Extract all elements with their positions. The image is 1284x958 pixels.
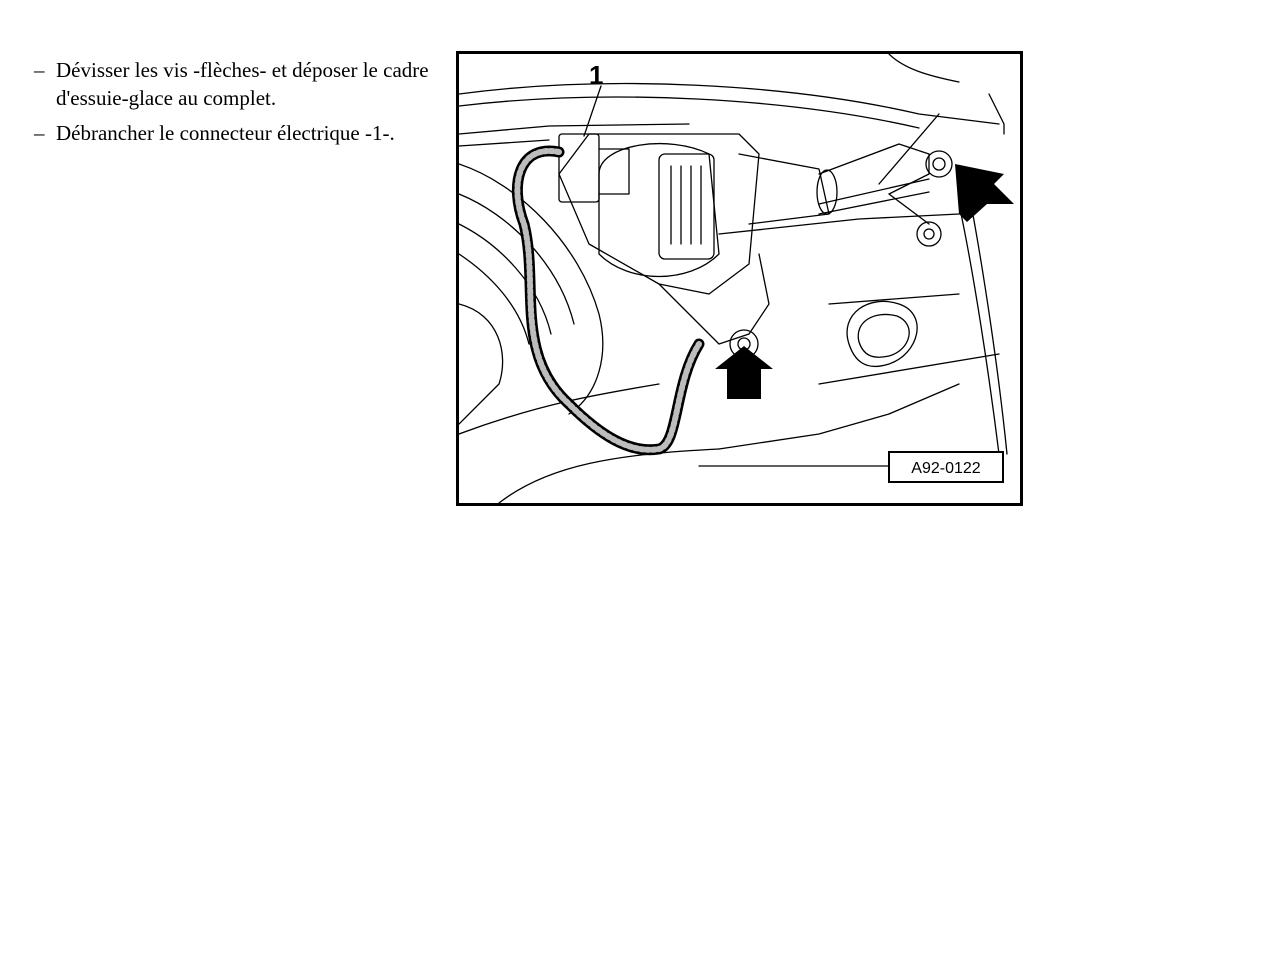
instruction-list bbox=[34, 56, 444, 154]
line-art bbox=[459, 54, 1007, 503]
wiring-harness bbox=[517, 151, 699, 450]
wiring-harness-inner bbox=[517, 151, 699, 450]
step-bullet: – bbox=[34, 121, 45, 145]
step-text: Débrancher le connecteur électrique -1-. bbox=[56, 121, 395, 145]
step-bullet: – bbox=[34, 58, 45, 82]
reference-code: A92-0122 bbox=[911, 460, 981, 477]
lower-screw-arrow bbox=[715, 346, 773, 399]
upper-screw-arrow bbox=[955, 164, 1014, 222]
callout-number: 1 bbox=[589, 60, 604, 90]
illustration-drawing bbox=[459, 54, 1020, 503]
wiper-motor-illustration bbox=[456, 51, 1023, 506]
instruction-step-disconnect bbox=[34, 119, 444, 147]
step-text: Dévisser les vis -flèches- et déposer le cadre d'essuie-glace au complet. bbox=[56, 58, 429, 110]
instruction-step-unscrew bbox=[34, 56, 444, 112]
